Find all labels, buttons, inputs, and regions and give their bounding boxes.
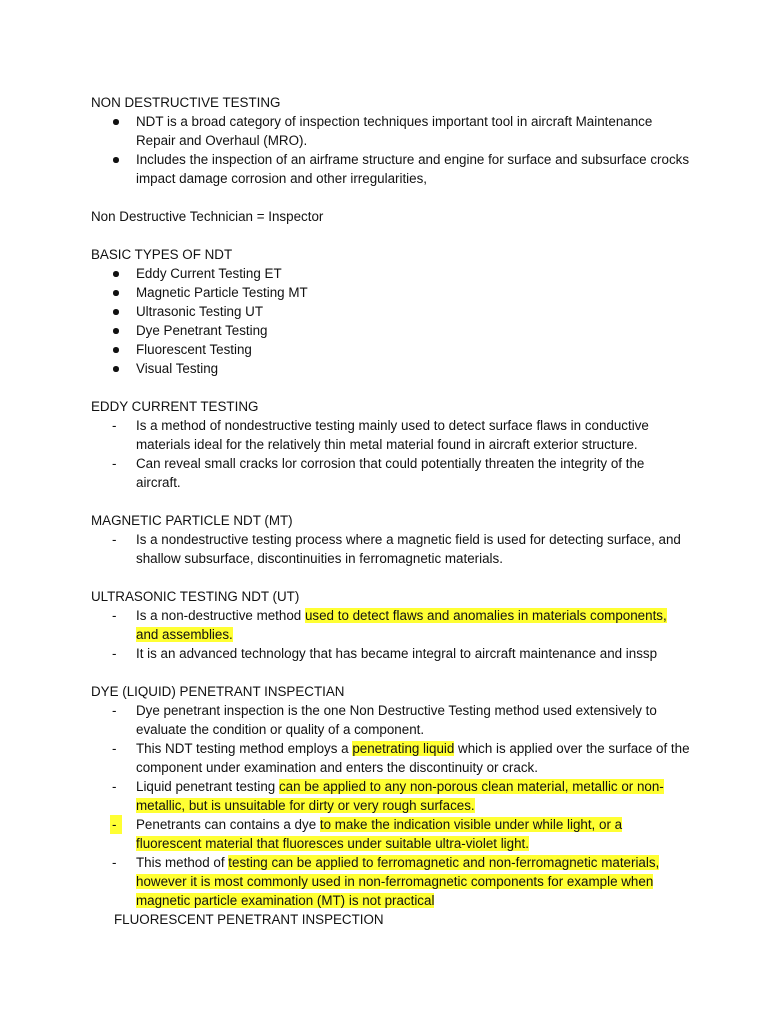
heading-dye-penetrant: DYE (LIQUID) PENETRANT INSPECTIAN xyxy=(91,684,345,699)
text-segment: Penetrants can contains a dye xyxy=(136,817,320,832)
highlighted-text: can be applied to any non-porous clean material, metallic or non-metallic, but is unsuitable for dirty or very rough surfaces. xyxy=(136,779,664,813)
highlighted-text: used to detect flaws and anomalies in materials components, and assemblies. xyxy=(136,608,667,642)
highlighted-text: penetrating liquid xyxy=(352,741,455,756)
heading-eddy-current: EDDY CURRENT TESTING xyxy=(91,399,259,414)
list-item: Dye Penetrant Testing xyxy=(91,321,691,340)
text-segment: This NDT testing method employs a xyxy=(136,741,353,756)
basic-types-list xyxy=(91,264,691,378)
list-item xyxy=(91,777,691,815)
list-item: Visual Testing xyxy=(91,359,691,378)
text-segment: Liquid penetrant testing xyxy=(136,779,279,794)
list-item: - Can reveal small cracks lor corrosion that could potentially threaten the integrity of the aircraft. xyxy=(91,454,691,492)
list-item: Magnetic Particle Testing MT xyxy=(91,283,691,302)
ndt-bullet-list xyxy=(91,112,691,188)
eddy-current-list xyxy=(91,416,691,492)
text-segment: Is a non-destructive method xyxy=(136,608,305,623)
heading-magnetic-particle: MAGNETIC PARTICLE NDT (MT) xyxy=(91,513,293,528)
list-item xyxy=(91,739,691,777)
heading-fluorescent-penetrant: FLUORESCENT PENETRANT INSPECTION xyxy=(114,912,384,927)
ultrasonic-list xyxy=(91,606,691,663)
dye-penetrant-list xyxy=(91,701,691,910)
list-item: Fluorescent Testing xyxy=(91,340,691,359)
list-item: - Is a nondestructive testing process where a magnetic field is used for detecting surface, and shallow subsurface, discontinuities in ferromagnetic materials. xyxy=(91,530,691,568)
list-item: - Is a method of nondestructive testing mainly used to detect surface flaws in conductive materials ideal for the relatively thin metal material found in aircraft exterior structure. xyxy=(91,416,691,454)
text-segment: This method of xyxy=(136,855,229,870)
list-item: Includes the inspection of an airframe structure and engine for surface and subsurface crocks impact damage corrosion and other irregularities, xyxy=(91,150,691,188)
text-segment: which is applied over the surface of the component under examination and enters the discontinuity or crack. xyxy=(136,741,690,775)
magnetic-particle-list xyxy=(91,530,691,568)
heading-ultrasonic: ULTRASONIC TESTING NDT (UT) xyxy=(91,589,300,604)
list-item xyxy=(91,606,691,644)
list-item: Eddy Current Testing ET xyxy=(91,264,691,283)
list-item: NDT is a broad category of inspection techniques important tool in aircraft Maintenance Repair and Overhaul (MRO). xyxy=(91,112,691,150)
list-item: Ultrasonic Testing UT xyxy=(91,302,691,321)
technician-line: Non Destructive Technician = Inspector xyxy=(91,209,324,224)
list-item: - It is an advanced technology that has became integral to aircraft maintenance and inssp xyxy=(91,644,691,663)
document-page xyxy=(91,93,691,929)
highlighted-text: to make the indication visible under while light, or a fluorescent material that fluoresces under suitable ultra-violet light. xyxy=(136,817,623,851)
heading-non-destructive-testing: NON DESTRUCTIVE TESTING xyxy=(91,95,281,110)
highlighted-text: testing can be applied to ferromagnetic and non-ferromagnetic materials, however it is most commonly used in non-ferromagnetic components for example when magnetic particle examination (MT) is not practical xyxy=(136,855,660,908)
list-item: - Dye penetrant inspection is the one Non Destructive Testing method used extensively to evaluate the condition or quality of a component. xyxy=(91,701,691,739)
heading-basic-types: BASIC TYPES OF NDT xyxy=(91,247,233,262)
list-item xyxy=(91,815,691,853)
list-item xyxy=(91,853,691,910)
